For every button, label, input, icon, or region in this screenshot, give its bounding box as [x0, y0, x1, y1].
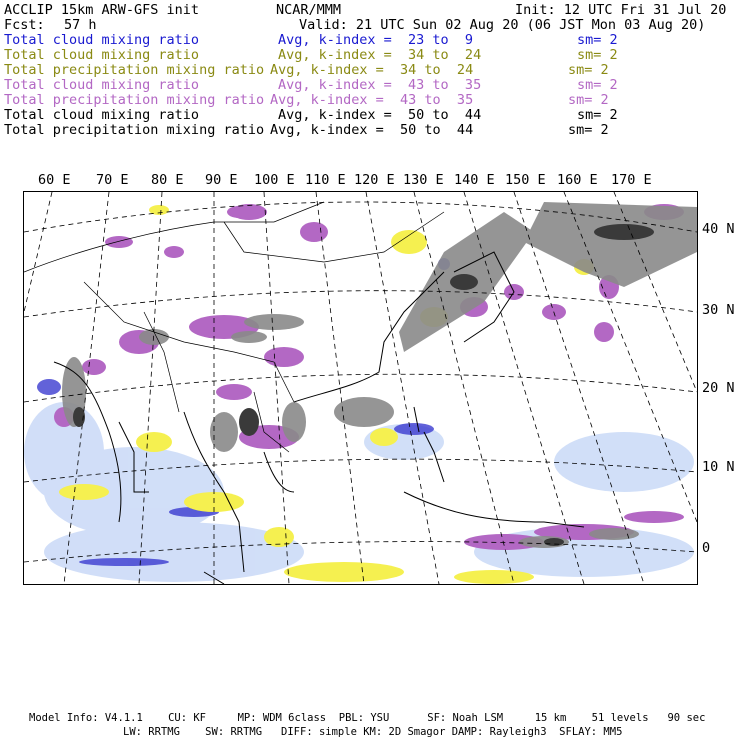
longitude-label: 130 E [403, 172, 444, 188]
latitude-label: 30 N [702, 302, 735, 318]
legend-row-avg: Avg, k-index = 43 to 35 [270, 92, 474, 108]
longitude-label: 100 E [254, 172, 295, 188]
legend-row-sm: sm= 2 [568, 62, 609, 78]
legend-row-sm: sm= 2 [577, 107, 618, 123]
legend-row-sm: sm= 2 [568, 92, 609, 108]
legend-row-field: Total cloud mixing ratio [4, 77, 200, 93]
legend-row-field: Total cloud mixing ratio [4, 32, 200, 48]
legend-row-field: Total cloud mixing ratio [4, 107, 200, 123]
legend-row-sm: sm= 2 [568, 122, 609, 138]
longitude-label: 160 E [557, 172, 598, 188]
longitude-label: 80 E [151, 172, 184, 188]
longitude-label: 90 E [205, 172, 238, 188]
valid-time: Valid: 21 UTC Sun 02 Aug 20 (06 JST Mon 03 Aug 20) [299, 17, 706, 33]
legend-row-sm: sm= 2 [577, 32, 618, 48]
latitude-label: 0 [702, 540, 711, 556]
map-title: ACCLIP 15km ARW-GFS init [4, 2, 200, 18]
model-info-line1: Model Info: V4.1.1 CU: KF MP: WDM 6class PBL: YSU SF: Noah LSM 15 km 51 levels 90 sec [29, 712, 706, 724]
longitude-label: 170 E [611, 172, 652, 188]
longitude-label: 140 E [454, 172, 495, 188]
legend-row-sm: sm= 2 [577, 77, 618, 93]
legend-row-avg: Avg, k-index = 34 to 24 [270, 62, 474, 78]
longitude-label: 110 E [305, 172, 346, 188]
legend-row-avg: Avg, k-index = 43 to 35 [278, 77, 482, 93]
legend-row-field: Total precipitation mixing ratio [4, 122, 265, 138]
longitude-label: 60 E [38, 172, 71, 188]
latitude-label: 20 N [702, 380, 735, 396]
latitude-label: 10 N [702, 459, 735, 475]
legend-row-field: Total cloud mixing ratio [4, 47, 200, 63]
map-panel [23, 191, 698, 585]
legend-row-avg: Avg, k-index = 23 to 9 [278, 32, 474, 48]
legend-row-avg: Avg, k-index = 34 to 24 [278, 47, 482, 63]
legend-row-field: Total precipitation mixing ratio [4, 62, 265, 78]
legend-row-avg: Avg, k-index = 50 to 44 [278, 107, 482, 123]
legend-row-avg: Avg, k-index = 50 to 44 [270, 122, 474, 138]
latitude-label: 40 N [702, 221, 735, 237]
longitude-label: 120 E [354, 172, 395, 188]
institution-label: NCAR/MMM [276, 2, 342, 18]
longitude-label: 150 E [505, 172, 546, 188]
map-canvas [24, 192, 697, 584]
legend-row-field: Total precipitation mixing ratio [4, 92, 265, 108]
init-time: Init: 12 UTC Fri 31 Jul 20 [515, 2, 727, 18]
cloud-field-blue [24, 402, 694, 582]
forecast-label: Fcst: [4, 17, 45, 33]
legend-row-sm: sm= 2 [577, 47, 618, 63]
model-info-line2: LW: RRTMG SW: RRTMG DIFF: simple KM: 2D Smagor DAMP: Rayleigh3 SFLAY: MM5 [123, 726, 623, 738]
longitude-label: 70 E [96, 172, 129, 188]
forecast-hour: 57 h [64, 17, 97, 33]
